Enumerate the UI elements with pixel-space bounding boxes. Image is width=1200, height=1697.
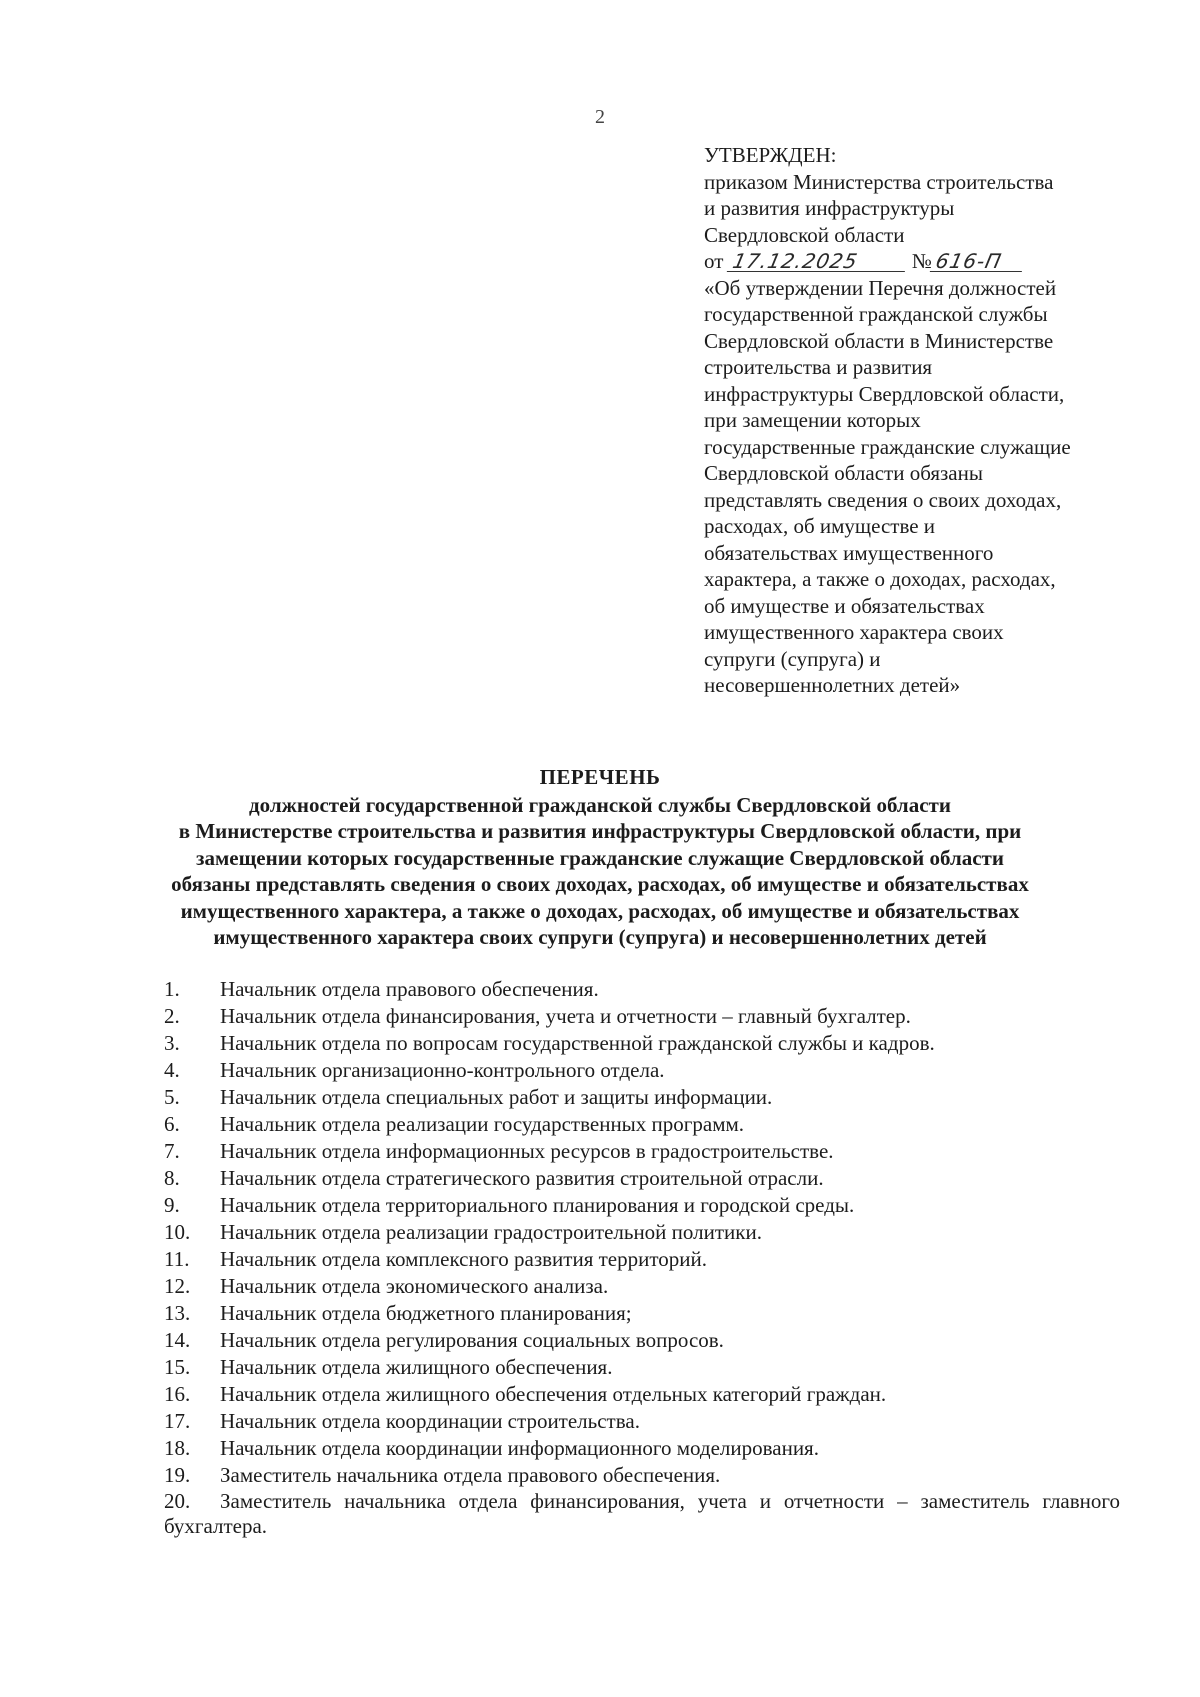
list-item-number: 9. <box>164 1193 180 1217</box>
list-item-text: Начальник отдела комплексного развития территорий. <box>220 1247 707 1271</box>
list-item <box>164 1219 1120 1246</box>
order-title-line: при замещении которых <box>704 408 921 432</box>
list-item-text: Начальник отдела координации информационного моделирования. <box>220 1436 819 1460</box>
list-item <box>164 1435 1120 1462</box>
page-number: 2 <box>595 106 605 128</box>
list-item-text: Начальник отдела финансирования, учета и отчетности – главный бухгалтер. <box>220 1004 911 1028</box>
list-item <box>164 1003 1120 1030</box>
order-title-line: несовершеннолетних детей» <box>704 673 961 697</box>
list-item-number: 19. <box>164 1463 191 1487</box>
list-item <box>164 1462 1120 1489</box>
list-item-number: 15. <box>164 1355 191 1379</box>
order-title-line: Свердловской области обязаны <box>704 461 983 485</box>
order-title-line: об имуществе и обязательствах <box>704 593 985 618</box>
list-item <box>164 1138 1120 1165</box>
list-item <box>164 1246 1120 1273</box>
document-title: ПЕРЕЧЕНЬ <box>539 765 661 789</box>
list-item-text: Начальник отдела бюджетного планирования; <box>220 1301 632 1325</box>
list-item-text: Начальник отдела координации строительства. <box>220 1409 640 1433</box>
list-item-number: 4. <box>164 1058 180 1082</box>
document-title-block <box>120 764 1080 951</box>
positions-list <box>164 976 1120 1539</box>
order-title-line: Свердловской области в Министерстве <box>704 328 1054 353</box>
list-item-number: 11. <box>164 1247 190 1271</box>
approval-line: Свердловской области <box>704 222 905 247</box>
handwritten-date: 17.12.2025 <box>726 251 908 272</box>
list-item <box>164 1408 1120 1435</box>
list-item-number: 16. <box>164 1382 191 1406</box>
list-item <box>164 1273 1120 1300</box>
handwritten-number: 616-П <box>930 251 1026 272</box>
list-item-number: 3. <box>164 1031 180 1055</box>
list-item-text: Начальник отдела по вопросам государственной гражданской службы и кадров. <box>220 1031 935 1055</box>
list-item-number: 13. <box>164 1301 191 1325</box>
document-subtitle-line: имущественного характера своих супруги (супруга) и несовершеннолетних детей <box>213 925 987 949</box>
order-title-line: инфраструктуры Свердловской области, <box>704 381 1065 406</box>
list-item-text: Начальник отдела стратегического развития строительной отрасли. <box>220 1166 824 1190</box>
list-item-text: Начальник отдела регулирования социальных вопросов. <box>220 1328 724 1352</box>
approval-line: и развития инфраструктуры <box>704 196 955 220</box>
list-item-text: Начальник отдела информационных ресурсов в градостроительстве. <box>220 1139 834 1163</box>
list-item-text: Начальник отдела жилищного обеспечения отдельных категорий граждан. <box>220 1382 887 1406</box>
document-subtitle-line: имущественного характера, а также о доходах, расходах, об имуществе и обязательствах <box>180 898 1020 923</box>
list-item-text: Заместитель начальника отдела финансирования, учета и отчетности – заместитель главного бухгалтера. <box>164 1489 1120 1538</box>
list-item <box>164 1354 1120 1381</box>
list-item-text: Начальник отдела жилищного обеспечения. <box>220 1355 613 1379</box>
list-item-text: Начальник отдела экономического анализа. <box>220 1274 609 1298</box>
list-item-text: Начальник отдела специальных работ и защиты информации. <box>220 1085 773 1109</box>
list-item-text: Начальник отдела правового обеспечения. <box>220 977 599 1001</box>
list-item-number: 2. <box>164 1004 180 1028</box>
document-subtitle-line: в Министерстве строительства и развития инфраструктуры Свердловской области, при <box>178 819 1022 843</box>
order-title-line: строительства и развития <box>704 355 933 379</box>
list-item <box>164 1489 1120 1539</box>
list-item-text: Заместитель начальника отдела правового обеспечения. <box>220 1463 721 1487</box>
order-title-line: имущественного характера своих <box>704 620 1004 644</box>
list-item <box>164 1057 1120 1084</box>
list-item <box>164 1111 1120 1138</box>
list-item-number: 18. <box>164 1436 191 1460</box>
document-subtitle-line: замещении которых государственные гражданские служащие Свердловской области <box>196 845 1004 870</box>
order-title-line: государственной гражданской службы <box>704 302 1048 326</box>
order-title-line: расходах, об имуществе и <box>704 514 936 538</box>
list-item <box>164 1192 1120 1219</box>
list-item <box>164 1327 1120 1354</box>
list-item <box>164 976 1120 1003</box>
list-item-number: 17. <box>164 1409 191 1433</box>
order-title-line: «Об утверждении Перечня должностей <box>704 275 1057 300</box>
date-prefix: от <box>704 249 724 273</box>
approval-line: приказом Министерства строительства <box>704 169 1054 194</box>
order-title-line: характера, а также о доходах, расходах, <box>704 567 1056 591</box>
list-item-text: Начальник отдела реализации градостроительной политики. <box>220 1220 762 1244</box>
list-item-number: 10. <box>164 1220 191 1244</box>
approval-block <box>704 142 1124 699</box>
list-item <box>164 1381 1120 1408</box>
list-item-number: 5. <box>164 1085 180 1109</box>
approval-date-line <box>704 248 1124 275</box>
list-item <box>164 1084 1120 1111</box>
order-title-line: представлять сведения о своих доходах, <box>704 487 1062 512</box>
list-item-text: Начальник организационно-контрольного отдела. <box>220 1058 665 1082</box>
list-item-text: Начальник отдела территориального планирования и городской среды. <box>220 1193 855 1217</box>
order-title-line: государственные гражданские служащие <box>704 434 1071 459</box>
order-title-line: обязательствах имущественного <box>704 540 994 565</box>
list-item-number: 14. <box>164 1328 191 1352</box>
list-item-text: Начальник отдела реализации государственных программ. <box>220 1112 745 1136</box>
list-item <box>164 1300 1120 1327</box>
list-item-number: 8. <box>164 1166 180 1190</box>
list-item <box>164 1030 1120 1057</box>
list-item-number: 20. <box>164 1489 191 1513</box>
list-item-number: 1. <box>164 977 180 1001</box>
list-item <box>164 1165 1120 1192</box>
order-title-line: супруги (супруга) и <box>704 646 881 671</box>
number-prefix: № <box>911 249 932 273</box>
list-item-number: 12. <box>164 1274 191 1298</box>
document-subtitle-line: обязаны представлять сведения о своих доходах, расходах, об имуществе и обязательствах <box>171 872 1029 896</box>
list-item-number: 7. <box>164 1139 180 1163</box>
approval-heading: УТВЕРЖДЕН: <box>704 143 837 167</box>
list-item-number: 6. <box>164 1112 180 1136</box>
document-subtitle-line: должностей государственной гражданской службы Свердловской области <box>249 792 951 817</box>
